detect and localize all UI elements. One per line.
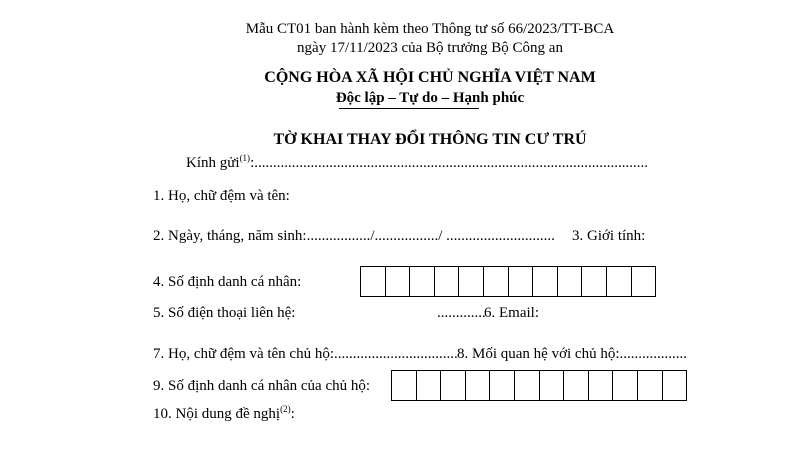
personal-id-digit-box[interactable] bbox=[532, 266, 558, 297]
field-head-id-label: 9. Số định danh cá nhân của chủ hộ: bbox=[153, 378, 371, 394]
personal-id-digit-box[interactable] bbox=[606, 266, 632, 297]
personal-id-digit-box[interactable] bbox=[434, 266, 460, 297]
head-id-digit-box[interactable] bbox=[563, 370, 589, 401]
head-id-digit-box[interactable] bbox=[391, 370, 417, 401]
personal-id-digit-box[interactable] bbox=[458, 266, 484, 297]
personal-id-digit-box[interactable] bbox=[581, 266, 607, 297]
personal-id-digit-box[interactable] bbox=[483, 266, 509, 297]
personal-id-digit-box[interactable] bbox=[557, 266, 583, 297]
field-email[interactable]: 6. Email: bbox=[484, 305, 539, 321]
footnote-2-marker: (2) bbox=[280, 404, 291, 414]
field-date-of-birth[interactable]: 2. Ngày, tháng, năm sinh:................./................./ ............................. bbox=[153, 228, 555, 244]
head-id-digit-box[interactable] bbox=[465, 370, 491, 401]
field-relationship-to-head[interactable]: 8. Mối quan hệ với chủ hộ:.................. bbox=[457, 346, 687, 362]
head-id-digit-box[interactable] bbox=[637, 370, 663, 401]
field-phone[interactable]: 5. Số điện thoại liên hệ: bbox=[153, 305, 296, 321]
field-full-name[interactable]: 1. Họ, chữ đệm và tên: bbox=[153, 188, 290, 204]
head-id-digit-box[interactable] bbox=[539, 370, 565, 401]
head-id-digit-box[interactable] bbox=[612, 370, 638, 401]
recipient-line bbox=[186, 155, 648, 172]
recipient-field[interactable]: :......................................................................................................... bbox=[250, 155, 648, 171]
personal-id-digit-box[interactable] bbox=[508, 266, 534, 297]
head-id-digit-box[interactable] bbox=[662, 370, 688, 401]
field-personal-id-label: 4. Số định danh cá nhân: bbox=[153, 274, 302, 290]
personal-id-boxes[interactable] bbox=[360, 266, 656, 297]
personal-id-digit-box[interactable] bbox=[409, 266, 435, 297]
head-id-digit-box[interactable] bbox=[440, 370, 466, 401]
regulation-line-1: Mẫu CT01 ban hành kèm theo Thông tư số 66/2023/TT-BCA bbox=[245, 21, 615, 37]
field-gender[interactable]: 3. Giới tính: bbox=[572, 228, 646, 244]
phone-dots[interactable]: ............. bbox=[437, 305, 486, 321]
head-id-digit-box[interactable] bbox=[514, 370, 540, 401]
personal-id-digit-box[interactable] bbox=[631, 266, 657, 297]
head-id-digit-box[interactable] bbox=[489, 370, 515, 401]
personal-id-digit-box[interactable] bbox=[385, 266, 411, 297]
field-household-head-name[interactable]: 7. Họ, chữ đệm và tên chủ hộ:................................. bbox=[153, 346, 458, 362]
head-id-digit-box[interactable] bbox=[588, 370, 614, 401]
head-id-digit-box[interactable] bbox=[416, 370, 442, 401]
field-request-content[interactable] bbox=[153, 406, 295, 423]
recipient-label: Kính gửi bbox=[186, 155, 240, 171]
request-content-colon: : bbox=[290, 406, 295, 422]
footnote-1-marker: (1) bbox=[239, 153, 251, 163]
state-motto: Độc lập – Tự do – Hạnh phúc bbox=[335, 90, 525, 106]
personal-id-digit-box[interactable] bbox=[360, 266, 386, 297]
state-name: CỘNG HÒA XÃ HỘI CHỦ NGHĨA VIỆT NAM bbox=[264, 69, 596, 86]
request-content-label: 10. Nội dung đề nghị bbox=[153, 406, 281, 422]
form-title: TỜ KHAI THAY ĐỔI THÔNG TIN CƯ TRÚ bbox=[273, 131, 587, 148]
regulation-line-2: ngày 17/11/2023 của Bộ trưởng Bộ Công an bbox=[297, 40, 563, 56]
motto-underline bbox=[339, 108, 479, 109]
head-id-boxes[interactable] bbox=[391, 370, 687, 401]
